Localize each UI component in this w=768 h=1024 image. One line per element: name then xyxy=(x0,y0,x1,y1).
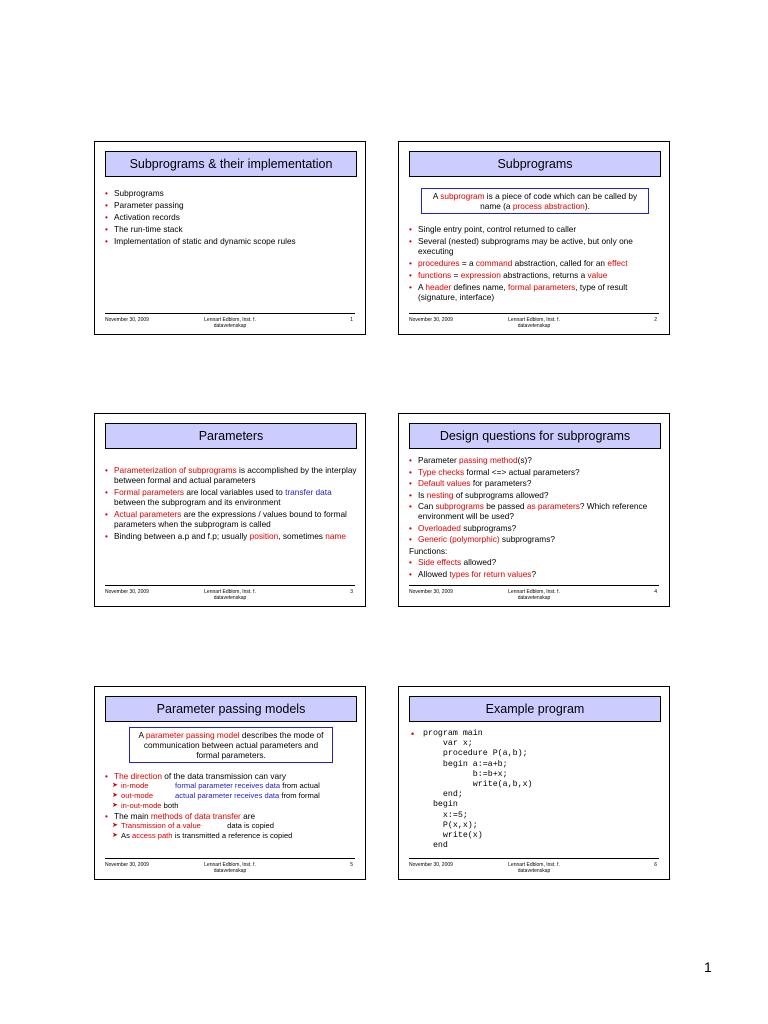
sub-list-item: ➤ in-out-mode both xyxy=(112,801,179,810)
slide-footer xyxy=(409,585,659,600)
list-item: • Type checks formal <=> actual parameters? xyxy=(409,466,580,477)
bullet-icon: • xyxy=(411,729,415,739)
footer-author: Lennart Edblom, Inst. f. datavetenskap xyxy=(508,862,560,874)
list-heading: Functions: xyxy=(409,545,448,556)
list-item: • Parameterization of subprograms is accomplished by the interplay between formal and actual parameters xyxy=(105,465,357,485)
slide-number: 6 xyxy=(654,862,657,868)
list-item: • Parameter passing xyxy=(105,200,184,210)
footer-date: November 30, 2009 xyxy=(105,862,149,868)
list-item: • Default values for parameters? xyxy=(409,478,532,489)
definition-box: A parameter passing model describes the mode of communication between actual parameters and formal parameters. xyxy=(129,727,333,763)
list-item: • procedures = a command abstraction, called for an effect xyxy=(409,258,628,268)
slide-footer xyxy=(409,313,659,328)
footer-author: Lennart Edblom, Inst. f. datavetenskap xyxy=(204,589,256,601)
definition-box: A subprogram is a piece of code which can be called by name (a process abstraction). xyxy=(421,188,649,214)
list-item: • Overloaded subprograms? xyxy=(409,522,517,533)
list-item: • Subprograms xyxy=(105,188,164,198)
slide-content xyxy=(105,465,357,543)
slide-number: 5 xyxy=(350,862,353,868)
slide-number: 4 xyxy=(654,589,657,595)
list-item: • Actual parameters are the expressions / values bound to formal parameters when the subprogram is called xyxy=(105,509,347,529)
slide-content xyxy=(409,188,661,304)
list-item: • The run-time stack xyxy=(105,224,183,234)
slide-1 xyxy=(94,141,366,335)
slide-footer xyxy=(105,313,355,328)
slide-number: 2 xyxy=(654,317,657,323)
slide-footer xyxy=(409,858,659,873)
footer-date: November 30, 2009 xyxy=(105,317,149,323)
footer-author: Lennart Edblom, Inst. f. datavetenskap xyxy=(508,589,560,601)
slide-content xyxy=(409,456,661,582)
footer-date: November 30, 2009 xyxy=(409,589,453,595)
page-number: 1 xyxy=(704,959,712,975)
slide-footer xyxy=(105,585,355,600)
footer-author: Lennart Edblom, Inst. f. datavetenskap xyxy=(204,317,256,329)
slide-5 xyxy=(94,686,366,880)
slide-content xyxy=(105,727,357,841)
list-item: • Binding between a.p and f.p; usually position, sometimes name xyxy=(105,531,347,541)
slide-number: 3 xyxy=(350,589,353,595)
slide-title: Parameters xyxy=(105,423,357,449)
slide-title: Parameter passing models xyxy=(105,696,357,722)
list-item: • Is nesting of subprograms allowed? xyxy=(409,489,549,500)
slide-content xyxy=(105,188,357,248)
slide-4 xyxy=(398,413,670,607)
list-item: • The main methods of data transfer are xyxy=(105,811,256,821)
list-item: • Formal parameters are local variables used to transfer data between the subprogram and its environment xyxy=(105,487,332,507)
sub-list-item: ➤ As access path is transmitted a reference is copied xyxy=(112,831,293,840)
slide-2 xyxy=(398,141,670,335)
slide-title: Subprograms & their implementation xyxy=(105,151,357,177)
slide-number: 1 xyxy=(350,317,353,323)
list-item: • The direction of the data transmission can vary xyxy=(105,771,287,781)
list-item: • Several (nested) subprograms may be active, but only one executing xyxy=(409,236,633,256)
list-item: • Implementation of static and dynamic scope rules xyxy=(105,236,296,246)
list-item: • Allowed types for return values? xyxy=(409,568,537,579)
footer-date: November 30, 2009 xyxy=(409,317,453,323)
list-item: • Generic (polymorphic) subprograms? xyxy=(409,534,555,545)
slide-title: Design questions for subprograms xyxy=(409,423,661,449)
slide-title: Subprograms xyxy=(409,151,661,177)
slide-footer xyxy=(105,858,355,873)
list-item: • Side effects allowed? xyxy=(409,557,497,568)
code-block: program main var x; procedure P(a,b); begin a:=a+b; b:=b+x; write(a,b,x) end; begin x:=5; P(x,x); write(x) end xyxy=(423,729,533,851)
slide-3 xyxy=(94,413,366,607)
footer-author: Lennart Edblom, Inst. f. datavetenskap xyxy=(204,862,256,874)
list-item: • A header defines name, formal parameters, type of result (signature, interface) xyxy=(409,282,628,302)
slide-content xyxy=(409,729,661,851)
list-item: • Activation records xyxy=(105,212,180,222)
footer-date: November 30, 2009 xyxy=(409,862,453,868)
footer-author: Lennart Edblom, Inst. f. datavetenskap xyxy=(508,317,560,329)
list-item: • Parameter passing method(s)? xyxy=(409,455,532,465)
slide-title: Example program xyxy=(409,696,661,722)
sub-list-item: ➤ out-mode actual parameter receives data from formal xyxy=(112,791,320,800)
slide-6 xyxy=(398,686,670,880)
sub-list-item: ➤ in-mode formal parameter receives data from actual xyxy=(112,781,320,790)
list-item: • Can subprograms be passed as parameters? Which reference environment will be used? xyxy=(409,501,648,521)
list-item: • functions = expression abstractions, returns a value xyxy=(409,270,608,280)
sub-list-item: ➤ Transmission of a value data is copied xyxy=(112,821,274,830)
footer-date: November 30, 2009 xyxy=(105,589,149,595)
list-item: • Single entry point, control returned to caller xyxy=(409,224,577,234)
